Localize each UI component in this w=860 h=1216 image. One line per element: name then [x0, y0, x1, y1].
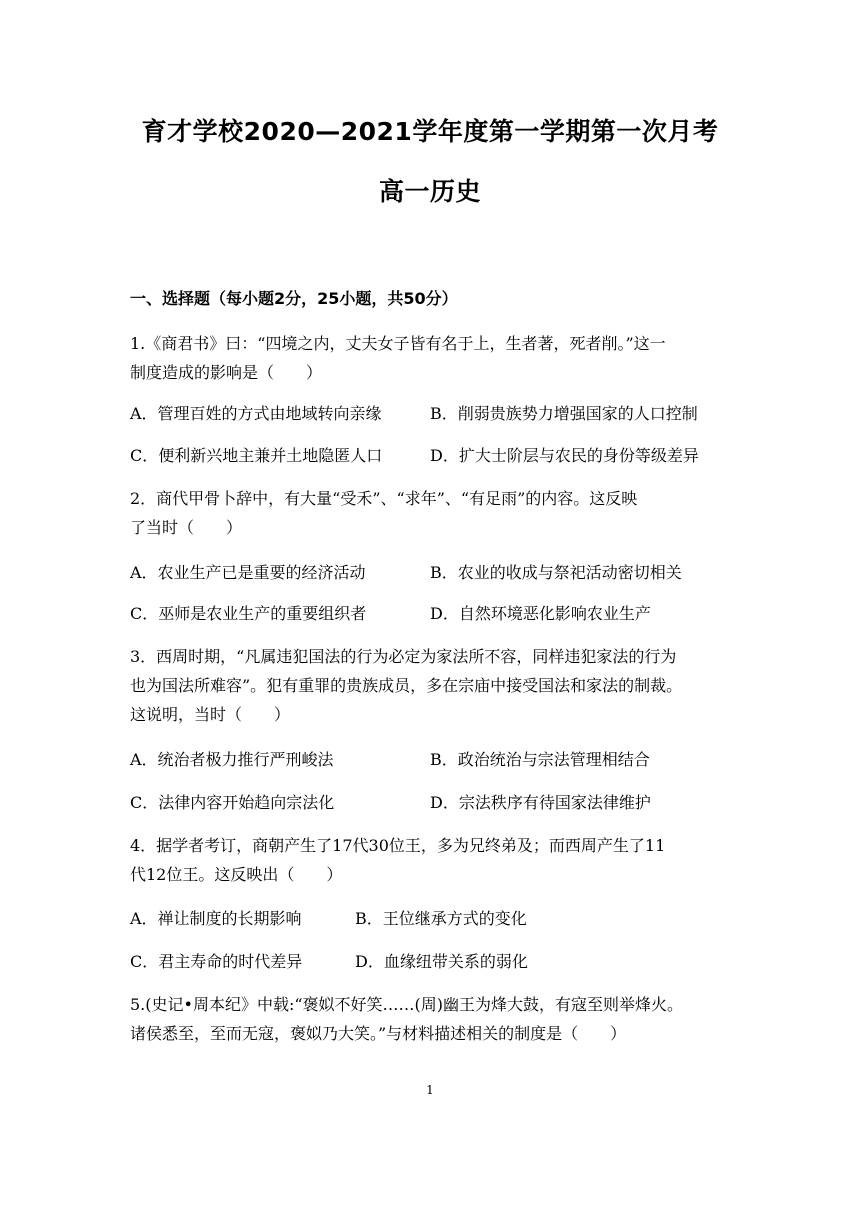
question-1-option-d: D．扩大士阶层与农民的身份等级差异	[430, 446, 699, 465]
question-3-option-a: A．统治者极力推行严刑峻法	[130, 750, 334, 769]
question-5-line-2: 诸侯悉至，至而无寇，褒姒乃大笑。”与材料描述相关的制度是（ ）	[130, 1024, 627, 1043]
question-1-option-b: B．削弱贵族势力增强国家的人口控制	[430, 404, 698, 423]
question-4-option-c: C．君主寿命的时代差异	[130, 952, 303, 971]
question-1-option-c: C．便利新兴地主兼并土地隐匿人口	[130, 446, 383, 465]
question-1-line-1: 1.《商君书》曰：“四境之内，丈夫女子皆有名于上，生者著，死者削。”这一	[130, 334, 666, 353]
question-1-line-2: 制度造成的影响是（ ）	[130, 363, 323, 382]
question-4-line-2: 代12位王。这反映出（ ）	[130, 865, 343, 884]
question-3-line-2: 也为国法所难容”。犯有重罪的贵族成员，多在宗庙中接受国法和家法的制裁。	[130, 676, 683, 695]
section-heading: 一、选择题（每小题2分，25小题，共50分）	[130, 289, 458, 308]
exam-title: 育才学校2020—2021学年度第一学期第一次月考	[141, 117, 719, 146]
question-2-option-d: D．自然环境恶化影响农业生产	[430, 604, 651, 623]
question-2-option-a: A．农业生产已是重要的经济活动	[130, 563, 366, 582]
question-4-line-1: 4．据学者考订，商朝产生了17代30位王，多为兄终弟及；而西周产生了11	[130, 836, 666, 855]
question-2-line-1: 2．商代甲骨卜辞中，有大量“受禾”、“求年”、“有足雨”的内容。这反映	[130, 489, 638, 508]
question-3-line-1: 3．西周时期，“凡属违犯国法的行为必定为家法所不容，同样违犯家法的行为	[130, 647, 677, 666]
question-4-option-d: D．血缘纽带关系的弱化	[355, 952, 528, 971]
question-5-line-1: 5.(史记•周本纪》中载:“褒姒不好笑……(周)幽王为烽大鼓，有寇至则举烽火。	[130, 995, 684, 1014]
exam-subject: 高一历史	[378, 177, 481, 206]
question-3-option-c: C．法律内容开始趋向宗法化	[130, 793, 335, 812]
question-2-option-c: C．巫师是农业生产的重要组织者	[130, 604, 367, 623]
question-1-option-a: A．管理百姓的方式由地域转向亲缘	[130, 404, 382, 423]
question-4-option-b: B．王位继承方式的变化	[355, 909, 527, 928]
page-number: 1	[426, 1083, 434, 1097]
question-3-option-d: D．宗法秩序有待国家法律维护	[430, 793, 651, 812]
question-3-option-b: B．政治统治与宗法管理相结合	[430, 750, 650, 769]
question-2-option-b: B．农业的收成与祭祀活动密切相关	[430, 563, 682, 582]
question-4-option-a: A．禅让制度的长期影响	[130, 909, 302, 928]
question-3-line-3: 这说明，当时（ ）	[130, 705, 291, 724]
question-2-line-2: 了当时（ ）	[130, 518, 243, 537]
